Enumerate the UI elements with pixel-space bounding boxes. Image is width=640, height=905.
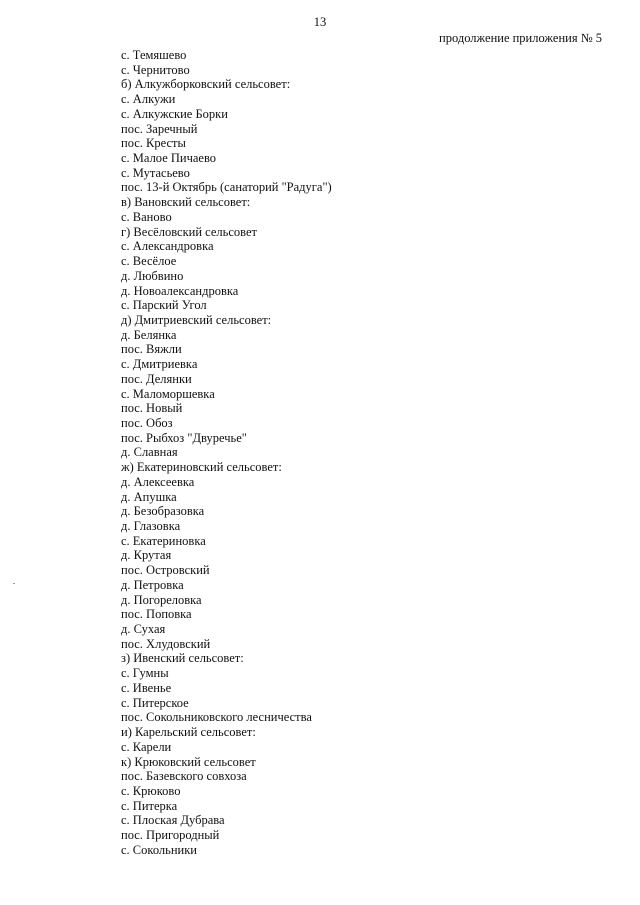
list-item: д. Безобразовка [121,504,205,519]
list-item: пос. Поповка [121,607,192,622]
list-item: пос. Делянки [121,371,192,386]
list-item: д. Белянка [121,327,177,342]
section-heading: г) Весёловский сельсовет [121,224,257,239]
settlement-list [121,48,332,858]
section-heading: в) Вановский сельсовет: [121,195,251,210]
list-item: с. Плоская Дубрава [121,813,225,828]
list-item: с. Маломоршевка [121,386,215,401]
list-item: с. Алкужи [121,92,176,107]
list-item: с. Екатериновка [121,533,206,548]
list-item: пос. 13-й Октябрь (санаторий "Радуга") [121,180,332,195]
list-item: д. Петровка [121,577,184,592]
list-item: пос. Заречный [121,121,198,136]
list-item: с. Мутасьево [121,165,190,180]
list-item: д. Апушка [121,489,177,504]
list-item: д. Любвино [121,268,184,283]
list-item: пос. Вяжли [121,342,182,357]
scan-speck [13,583,15,584]
section-heading: к) Крюковский сельсовет [121,754,256,769]
list-item: с. Карели [121,739,172,754]
list-item: с. Чернитово [121,62,190,77]
list-item: с. Темяшево [121,48,187,62]
list-item: с. Сокольники [121,842,197,857]
list-item: с. Ваново [121,209,172,224]
list-item: пос. Пригородный [121,828,220,843]
list-item: с. Питерское [121,695,189,710]
section-heading: з) Ивенский сельсовет: [121,651,244,666]
list-item: д. Сухая [121,622,166,637]
list-item: д. Новоалександровка [121,283,239,298]
list-item: пос. Хлудовский [121,636,211,651]
list-item: с. Гумны [121,666,169,681]
list-item: д. Крутая [121,548,172,563]
list-item: с. Крюково [121,783,181,798]
list-item: с. Дмитриевка [121,357,198,372]
list-item: с. Алкужские Борки [121,106,228,121]
section-heading: д) Дмитриевский сельсовет: [121,312,272,327]
list-item: с. Малое Пичаево [121,151,217,166]
list-item: с. Парский Угол [121,298,207,313]
list-item: пос. Островский [121,563,210,578]
section-heading: и) Карельский сельсовет: [121,725,256,740]
list-item: д. Глазовка [121,519,181,533]
section-heading: ж) Екатериновский сельсовет: [121,460,282,475]
section-heading: б) Алкужборковский сельсовет: [121,77,291,92]
list-item: пос. Новый [121,401,183,416]
list-item: пос. Рыбхоз "Двуречье" [121,430,247,445]
appendix-continuation-note: продолжение приложения № 5 [439,31,602,45]
list-item: пос. Сокольниковского лесничества [121,710,312,725]
list-item: д. Славная [121,445,178,460]
list-item: пос. Базевского совхоза [121,769,247,784]
list-item: д. Алексеевка [121,474,195,489]
list-item: д. Погореловка [121,592,202,607]
list-item: с. Ивенье [121,680,172,695]
list-item: с. Весёлое [121,254,177,269]
list-item: пос. Кресты [121,136,186,151]
list-item: с. Питерка [121,798,178,813]
page-number: 13 [313,15,327,29]
list-item: пос. Обоз [121,415,173,430]
list-item: с. Александровка [121,239,214,254]
